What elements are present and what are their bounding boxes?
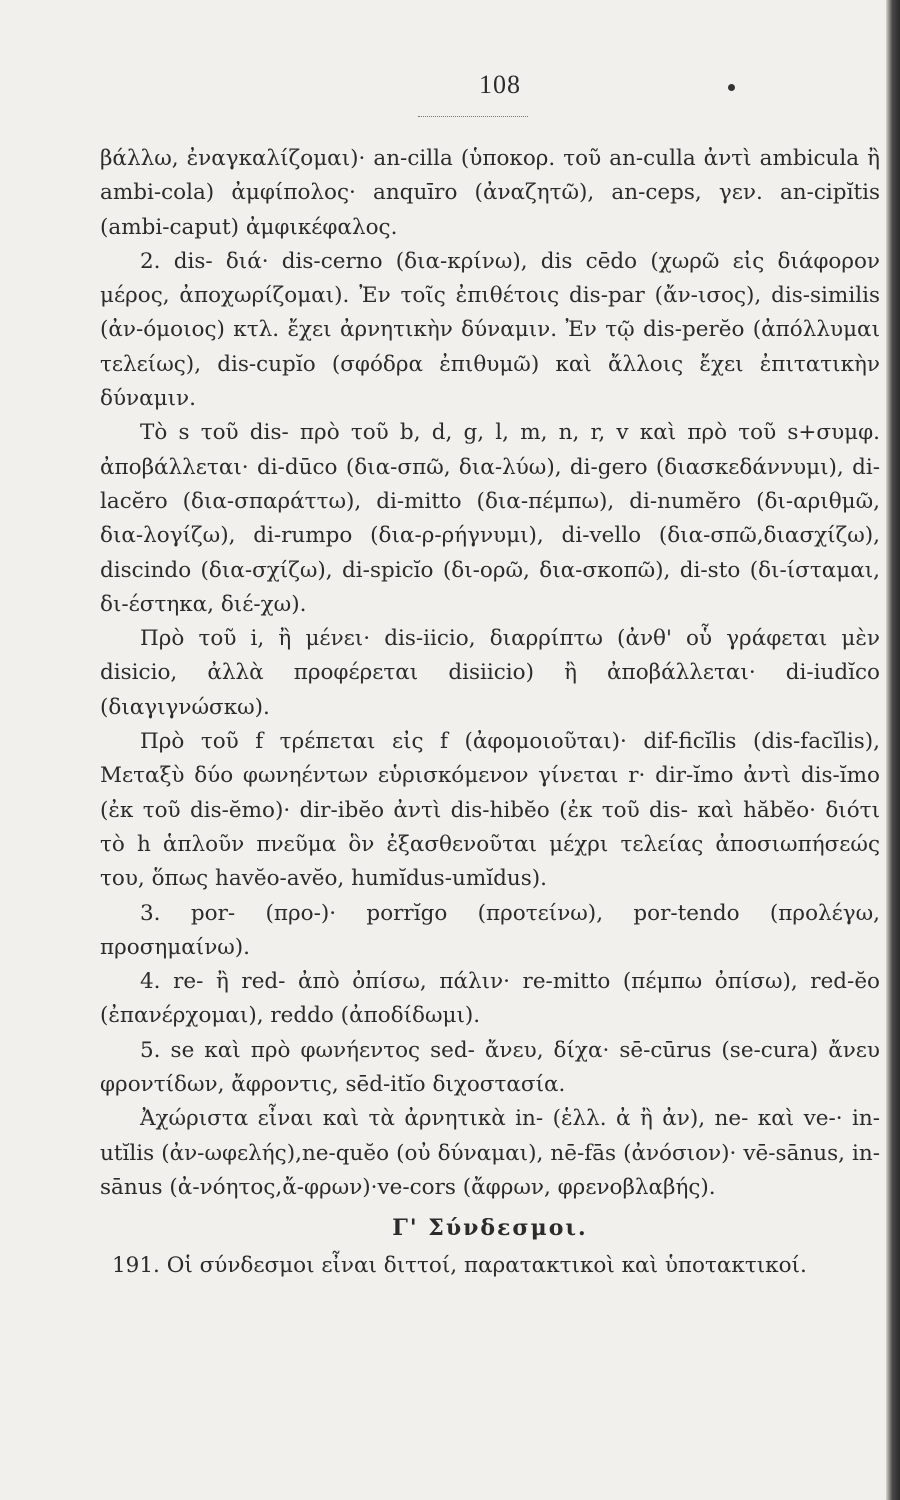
header-rule <box>418 116 528 117</box>
paragraph-re: 4. re- ἢ red- ἀπὸ ὀπίσω, πάλιν· re-mitto (πέμπω ὀπίσω), red-ĕo (ἐπανέρχομαι), reddo (ἀποδίδωμι). <box>100 969 880 1029</box>
page-number: 108 <box>479 70 521 99</box>
paragraph-dis-assimilation: Τὸ s τοῦ dis- πρὸ τοῦ b, d, g, l, m, n, r, v καὶ πρὸ τοῦ s+συμφ. ἀποβάλλεται· di-dūco (δια-σπῶ, δια-λύω), di-gero (διασκεδάννυμι), di-lacĕro (δια-σπαράττω), di-mitto (δια-πέμπω), di-numĕro (δι-αριθμῶ, δια-λογίζω), di-rumpo (δια-ρ-ρήγνυμι), di-vello (δια-σπῶ,διασχίζω), discindo (δια-σχίζω), di-spicĭo (δι-ορῶ, δια-σκοπῶ), di-sto (δι-ίσταμαι, δι-έστηκα, διέ-χω). <box>100 420 880 617</box>
paragraph-dis-before-f: Πρὸ τοῦ f τρέπεται εἰς f (ἀφομοιοῦται)· dif-ficĭlis (dis-facĭlis), Μεταξὺ δύο φωνηέντων εὑρισκόμενον γίνεται r· dir-ĭmo ἀντὶ dis-ĭmo (ἐκ τοῦ dis-ĕmo)· dir-ibĕo ἀντὶ dis-hibĕo (ἐκ τοῦ dis- καὶ hăbĕo· διότι τὸ h ἁπλοῦν πνεῦμα ὃν ἐξασθενοῦται μέχρι τελείας ἀποσιωπήσεώς του, ὅπως havĕo-avĕo, humĭdus-umĭdus). <box>100 729 880 892</box>
header-dot <box>728 84 735 91</box>
paragraph-continuation: βάλλω, ἐναγκαλίζομαι)· an-cilla (ὑποκορ. τοῦ an-culla ἀντὶ ambicula ἢ ambi-cola) ἀμφίπολος· anquīro (ἀναζητῶ), an-ceps, γεν. an-cipĭtis (ambi-caput) ἀμφικέφαλος. <box>100 146 880 240</box>
paragraph-dis-before-i: Πρὸ τοῦ i, ἢ μένει· dis-iicio, διαρρίπτω (ἀνθ' οὗ γράφεται μὲν disicio, ἀλλὰ προφέρεται disiicio) ἢ ἀποβάλλεται· di-iudĭco (διαγιγνώσκω). <box>100 626 880 720</box>
page-header <box>100 70 880 120</box>
section-heading: Γ' Σύνδεσμοι. <box>392 1215 588 1242</box>
paragraph-se: 5. se καὶ πρὸ φωνήεντος sed- ἄνευ, δίχα· sē-cūrus (se-cura) ἄνευ φροντίδων, ἄφροντις, sēd-itĭo διχοστασία. <box>100 1037 880 1098</box>
body-text <box>100 142 880 1284</box>
paragraph-negatives: Ἀχώριστα εἶναι καὶ τὰ ἀρνητικὰ in- (ἑλλ. ἀ ἢ ἀν), ne- καὶ ve-· in-utĭlis (ἀν-ωφελής),ne-quĕo (οὐ δύναμαι), nē-fās (ἀνόσιον)· vē-sānus, in-sānus (ἀ-νόητος,ἄ-φρων)·ve-cors (ἄφρων, φρενοβλαβής). <box>100 1106 880 1200</box>
book-page <box>100 70 880 1284</box>
paragraph-dis: 2. dis- διά· dis-cerno (δια-κρίνω), dis cēdo (χωρῶ εἰς διάφορον μέρος, ἀποχωρίζομαι). Ἐν τοῖς ἐπιθέτοις dis-par (ἄν-ισος), dis-similis (ἀν-όμοιος) κτλ. ἔχει ἀρνητικὴν δύναμιν. Ἐν τῷ dis-perĕo (ἀπόλλυμαι τελείως), dis-cupĭo (σφόδρα ἐπιθυμῶ) καὶ ἄλλοις ἔχει ἐπιτατικὴν δύναμιν. <box>100 248 880 412</box>
paragraph-por: 3. por- (προ-)· porrĭgo (προτείνω), por-tendo (προλέγω, προσημαίνω). <box>100 900 880 960</box>
page-edge-shadow <box>886 0 900 1500</box>
paragraph-191: 191. Οἱ σύνδεσμοι εἶναι διττοί, παρατακτικοὶ καὶ ὑποτακτικοί. <box>112 1253 807 1279</box>
